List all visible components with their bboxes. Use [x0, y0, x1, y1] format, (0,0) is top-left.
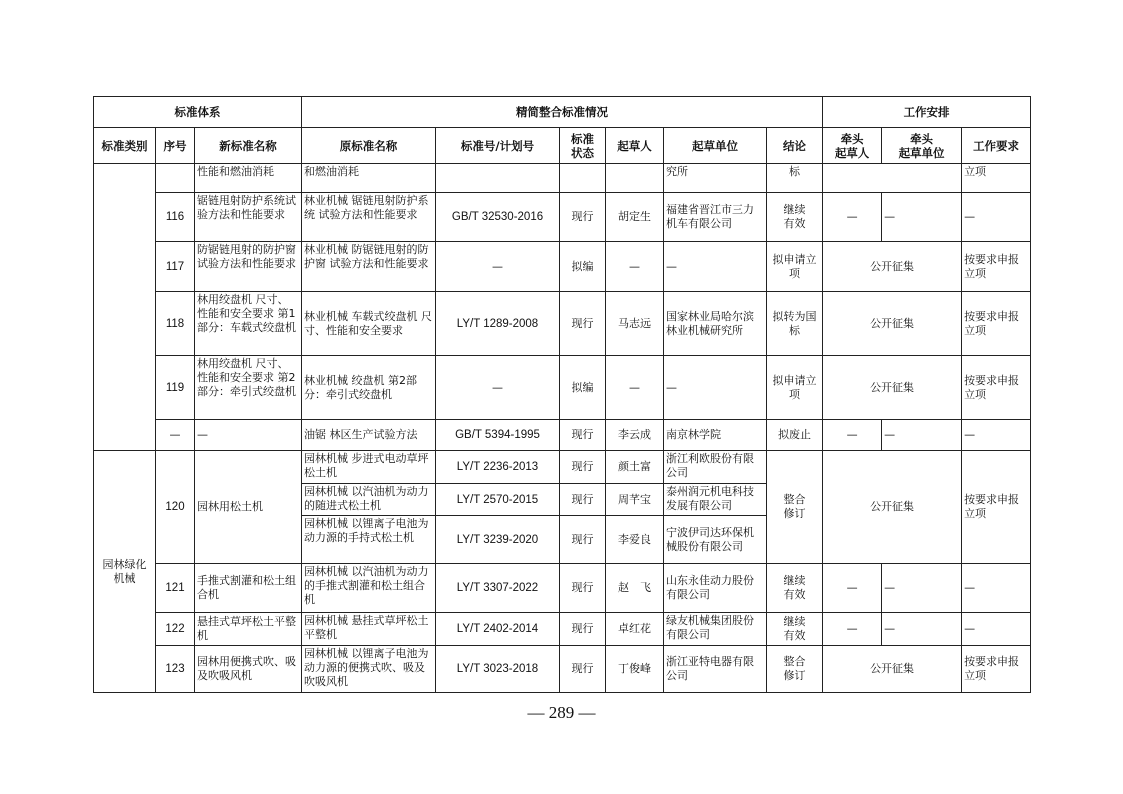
unit-cell: — — [664, 356, 767, 420]
table-row — [94, 193, 1031, 242]
conclusion-cell: 整合 修订 — [767, 646, 823, 693]
column-header-row — [94, 128, 1031, 164]
drafter-cell: 赵 飞 — [606, 564, 664, 613]
requirement-cell: — — [962, 420, 1031, 451]
unit-cell: 山东永佳动力股份有限公司 — [664, 564, 767, 613]
status-cell: 现行 — [560, 451, 606, 484]
table-row — [94, 420, 1031, 451]
category-cell-empty — [94, 164, 156, 451]
group-header-standard-system: 标准体系 — [94, 97, 302, 128]
lead-unit-cell: — — [882, 193, 962, 242]
orig-name-cell: 和燃油消耗 — [302, 164, 436, 193]
new-name-cell: 手推式割灌和松土组合机 — [195, 564, 302, 613]
requirement-cell: — — [962, 193, 1031, 242]
new-name-cell: 林用绞盘机 尺寸、性能和安全要求 第2部分：牵引式绞盘机 — [195, 356, 302, 420]
col-header-conclusion: 结论 — [767, 128, 823, 164]
col-header-category: 标准类别 — [94, 128, 156, 164]
conclusion-cell: 继续 有效 — [767, 564, 823, 613]
orig-name-cell: 林业机械 防锯链甩射的防护窗 试验方法和性能要求 — [302, 242, 436, 292]
lead-cell: 公开征集 — [823, 451, 962, 564]
unit-cell: 浙江利欧股份有限公司 — [664, 451, 767, 484]
requirement-cell: — — [962, 613, 1031, 646]
table-row — [94, 242, 1031, 292]
seq-cell: 116 — [156, 193, 195, 242]
drafter-cell: — — [606, 242, 664, 292]
drafter-cell: 马志远 — [606, 292, 664, 356]
status-cell: 现行 — [560, 193, 606, 242]
lead-drafter-cell: — — [823, 564, 882, 613]
new-name-cell: 林用绞盘机 尺寸、性能和安全要求 第1部分：车载式绞盘机 — [195, 292, 302, 356]
std-no-cell: — — [436, 356, 560, 420]
unit-cell: 福建省晋江市三力机车有限公司 — [664, 193, 767, 242]
group-header-consolidation: 精简整合标准情况 — [302, 97, 823, 128]
seq-cell: 118 — [156, 292, 195, 356]
orig-name-cell: 园林机械 以锂离子电池为动力源的手持式松土机 — [302, 516, 436, 564]
drafter-cell: 胡定生 — [606, 193, 664, 242]
requirement-cell: 按要求申报立项 — [962, 242, 1031, 292]
requirement-cell: 按要求申报立项 — [962, 292, 1031, 356]
lead-cell: 公开征集 — [823, 242, 962, 292]
conclusion-cell: 标 — [767, 164, 823, 193]
drafter-cell: 李爱良 — [606, 516, 664, 564]
unit-cell: 泰州润元机电科技发展有限公司 — [664, 484, 767, 516]
conclusion-cell: 拟申请立项 — [767, 242, 823, 292]
orig-name-cell: 园林机械 步进式电动草坪松土机 — [302, 451, 436, 484]
group-header-work-plan: 工作安排 — [823, 97, 1031, 128]
conclusion-cell: 拟转为国标 — [767, 292, 823, 356]
orig-name-cell: 林业机械 绞盘机 第2部分：牵引式绞盘机 — [302, 356, 436, 420]
table-row — [94, 451, 1031, 484]
col-header-std-no: 标准号/计划号 — [436, 128, 560, 164]
std-no-cell: LY/T 3239-2020 — [436, 516, 560, 564]
status-cell: 现行 — [560, 613, 606, 646]
conclusion-cell: 拟申请立项 — [767, 356, 823, 420]
col-header-seq: 序号 — [156, 128, 195, 164]
lead-unit-cell: — — [882, 420, 962, 451]
status-cell — [560, 164, 606, 193]
drafter-cell: 颜土富 — [606, 451, 664, 484]
new-name-cell: 园林用松土机 — [195, 451, 302, 564]
col-header-requirement: 工作要求 — [962, 128, 1031, 164]
orig-name-cell: 油锯 林区生产试验方法 — [302, 420, 436, 451]
orig-name-cell: 园林机械 以锂离子电池为动力源的便携式吹、吸及吹吸风机 — [302, 646, 436, 693]
status-cell: 现行 — [560, 516, 606, 564]
std-no-cell: — — [436, 242, 560, 292]
drafter-cell — [606, 164, 664, 193]
standards-table — [93, 96, 1031, 693]
orig-name-cell: 园林机械 以汽油机为动力的随进式松土机 — [302, 484, 436, 516]
requirement-cell: 按要求申报立项 — [962, 646, 1031, 693]
new-name-cell: 园林用便携式吹、吸及吹吸风机 — [195, 646, 302, 693]
table-row — [94, 646, 1031, 693]
table-row — [94, 292, 1031, 356]
col-header-drafter: 起草人 — [606, 128, 664, 164]
lead-drafter-cell: — — [823, 193, 882, 242]
conclusion-cell: 继续 有效 — [767, 613, 823, 646]
seq-cell — [156, 164, 195, 193]
page-number: — 289 — — [527, 703, 596, 722]
std-no-cell: LY/T 2402-2014 — [436, 613, 560, 646]
table-row — [94, 164, 1031, 193]
table-row — [94, 356, 1031, 420]
lead-cell: 公开征集 — [823, 356, 962, 420]
col-header-status: 标准 状态 — [560, 128, 606, 164]
std-no-cell: LY/T 1289-2008 — [436, 292, 560, 356]
conclusion-cell: 继续 有效 — [767, 193, 823, 242]
status-cell: 现行 — [560, 484, 606, 516]
col-header-unit: 起草单位 — [664, 128, 767, 164]
drafter-cell: 卓红花 — [606, 613, 664, 646]
status-cell: 拟编 — [560, 356, 606, 420]
orig-name-cell: 园林机械 悬挂式草坪松土平整机 — [302, 613, 436, 646]
orig-name-cell: 林业机械 车载式绞盘机 尺寸、性能和安全要求 — [302, 292, 436, 356]
requirement-cell: 立项 — [962, 164, 1031, 193]
new-name-cell: 性能和燃油消耗 — [195, 164, 302, 193]
col-header-lead-unit: 牵头 起草单位 — [882, 128, 962, 164]
lead-cell: 公开征集 — [823, 292, 962, 356]
unit-cell: 国家林业局哈尔滨林业机械研究所 — [664, 292, 767, 356]
group-header-row — [94, 97, 1031, 128]
unit-cell: 究所 — [664, 164, 767, 193]
conclusion-cell: 拟废止 — [767, 420, 823, 451]
status-cell: 拟编 — [560, 242, 606, 292]
drafter-cell: 李云成 — [606, 420, 664, 451]
std-no-cell: GB/T 32530-2016 — [436, 193, 560, 242]
status-cell: 现行 — [560, 420, 606, 451]
orig-name-cell: 林业机械 锯链甩射防护系统 试验方法和性能要求 — [302, 193, 436, 242]
col-header-orig-name: 原标准名称 — [302, 128, 436, 164]
std-no-cell: LY/T 2570-2015 — [436, 484, 560, 516]
lead-unit-cell: — — [882, 613, 962, 646]
seq-cell: 121 — [156, 564, 195, 613]
requirement-cell: — — [962, 564, 1031, 613]
status-cell: 现行 — [560, 564, 606, 613]
drafter-cell: 丁俊峰 — [606, 646, 664, 693]
std-no-cell: LY/T 3023-2018 — [436, 646, 560, 693]
seq-cell: — — [156, 420, 195, 451]
seq-cell: 120 — [156, 451, 195, 564]
std-no-cell: LY/T 2236-2013 — [436, 451, 560, 484]
unit-cell: 绿友机械集团股份有限公司 — [664, 613, 767, 646]
drafter-cell: — — [606, 356, 664, 420]
new-name-cell: — — [195, 420, 302, 451]
conclusion-cell: 整合 修订 — [767, 451, 823, 564]
std-no-cell: LY/T 3307-2022 — [436, 564, 560, 613]
seq-cell: 123 — [156, 646, 195, 693]
lead-unit-cell: — — [882, 564, 962, 613]
requirement-cell: 按要求申报立项 — [962, 356, 1031, 420]
new-name-cell: 悬挂式草坪松土平整机 — [195, 613, 302, 646]
std-no-cell — [436, 164, 560, 193]
seq-cell: 122 — [156, 613, 195, 646]
orig-name-cell: 园林机械 以汽油机为动力的手推式割灌和松土组合机 — [302, 564, 436, 613]
seq-cell: 117 — [156, 242, 195, 292]
std-no-cell: GB/T 5394-1995 — [436, 420, 560, 451]
lead-drafter-cell: — — [823, 420, 882, 451]
new-name-cell: 防锯链甩射的防护窗 试验方法和性能要求 — [195, 242, 302, 292]
unit-cell: 宁波伊司达环保机械股份有限公司 — [664, 516, 767, 564]
drafter-cell: 周芊宝 — [606, 484, 664, 516]
col-header-lead-drafter: 牵头 起草人 — [823, 128, 882, 164]
category-cell: 园林绿化机械 — [94, 451, 156, 693]
requirement-cell: 按要求申报立项 — [962, 451, 1031, 564]
unit-cell: 浙江亚特电器有限公司 — [664, 646, 767, 693]
status-cell: 现行 — [560, 292, 606, 356]
lead-drafter-cell: — — [823, 613, 882, 646]
new-name-cell: 锯链甩射防护系统试验方法和性能要求 — [195, 193, 302, 242]
unit-cell: 南京林学院 — [664, 420, 767, 451]
seq-cell: 119 — [156, 356, 195, 420]
col-header-new-name: 新标准名称 — [195, 128, 302, 164]
lead-cell: 公开征集 — [823, 646, 962, 693]
table-row — [94, 613, 1031, 646]
unit-cell: — — [664, 242, 767, 292]
table-row — [94, 564, 1031, 613]
lead-cell — [823, 164, 962, 193]
status-cell: 现行 — [560, 646, 606, 693]
